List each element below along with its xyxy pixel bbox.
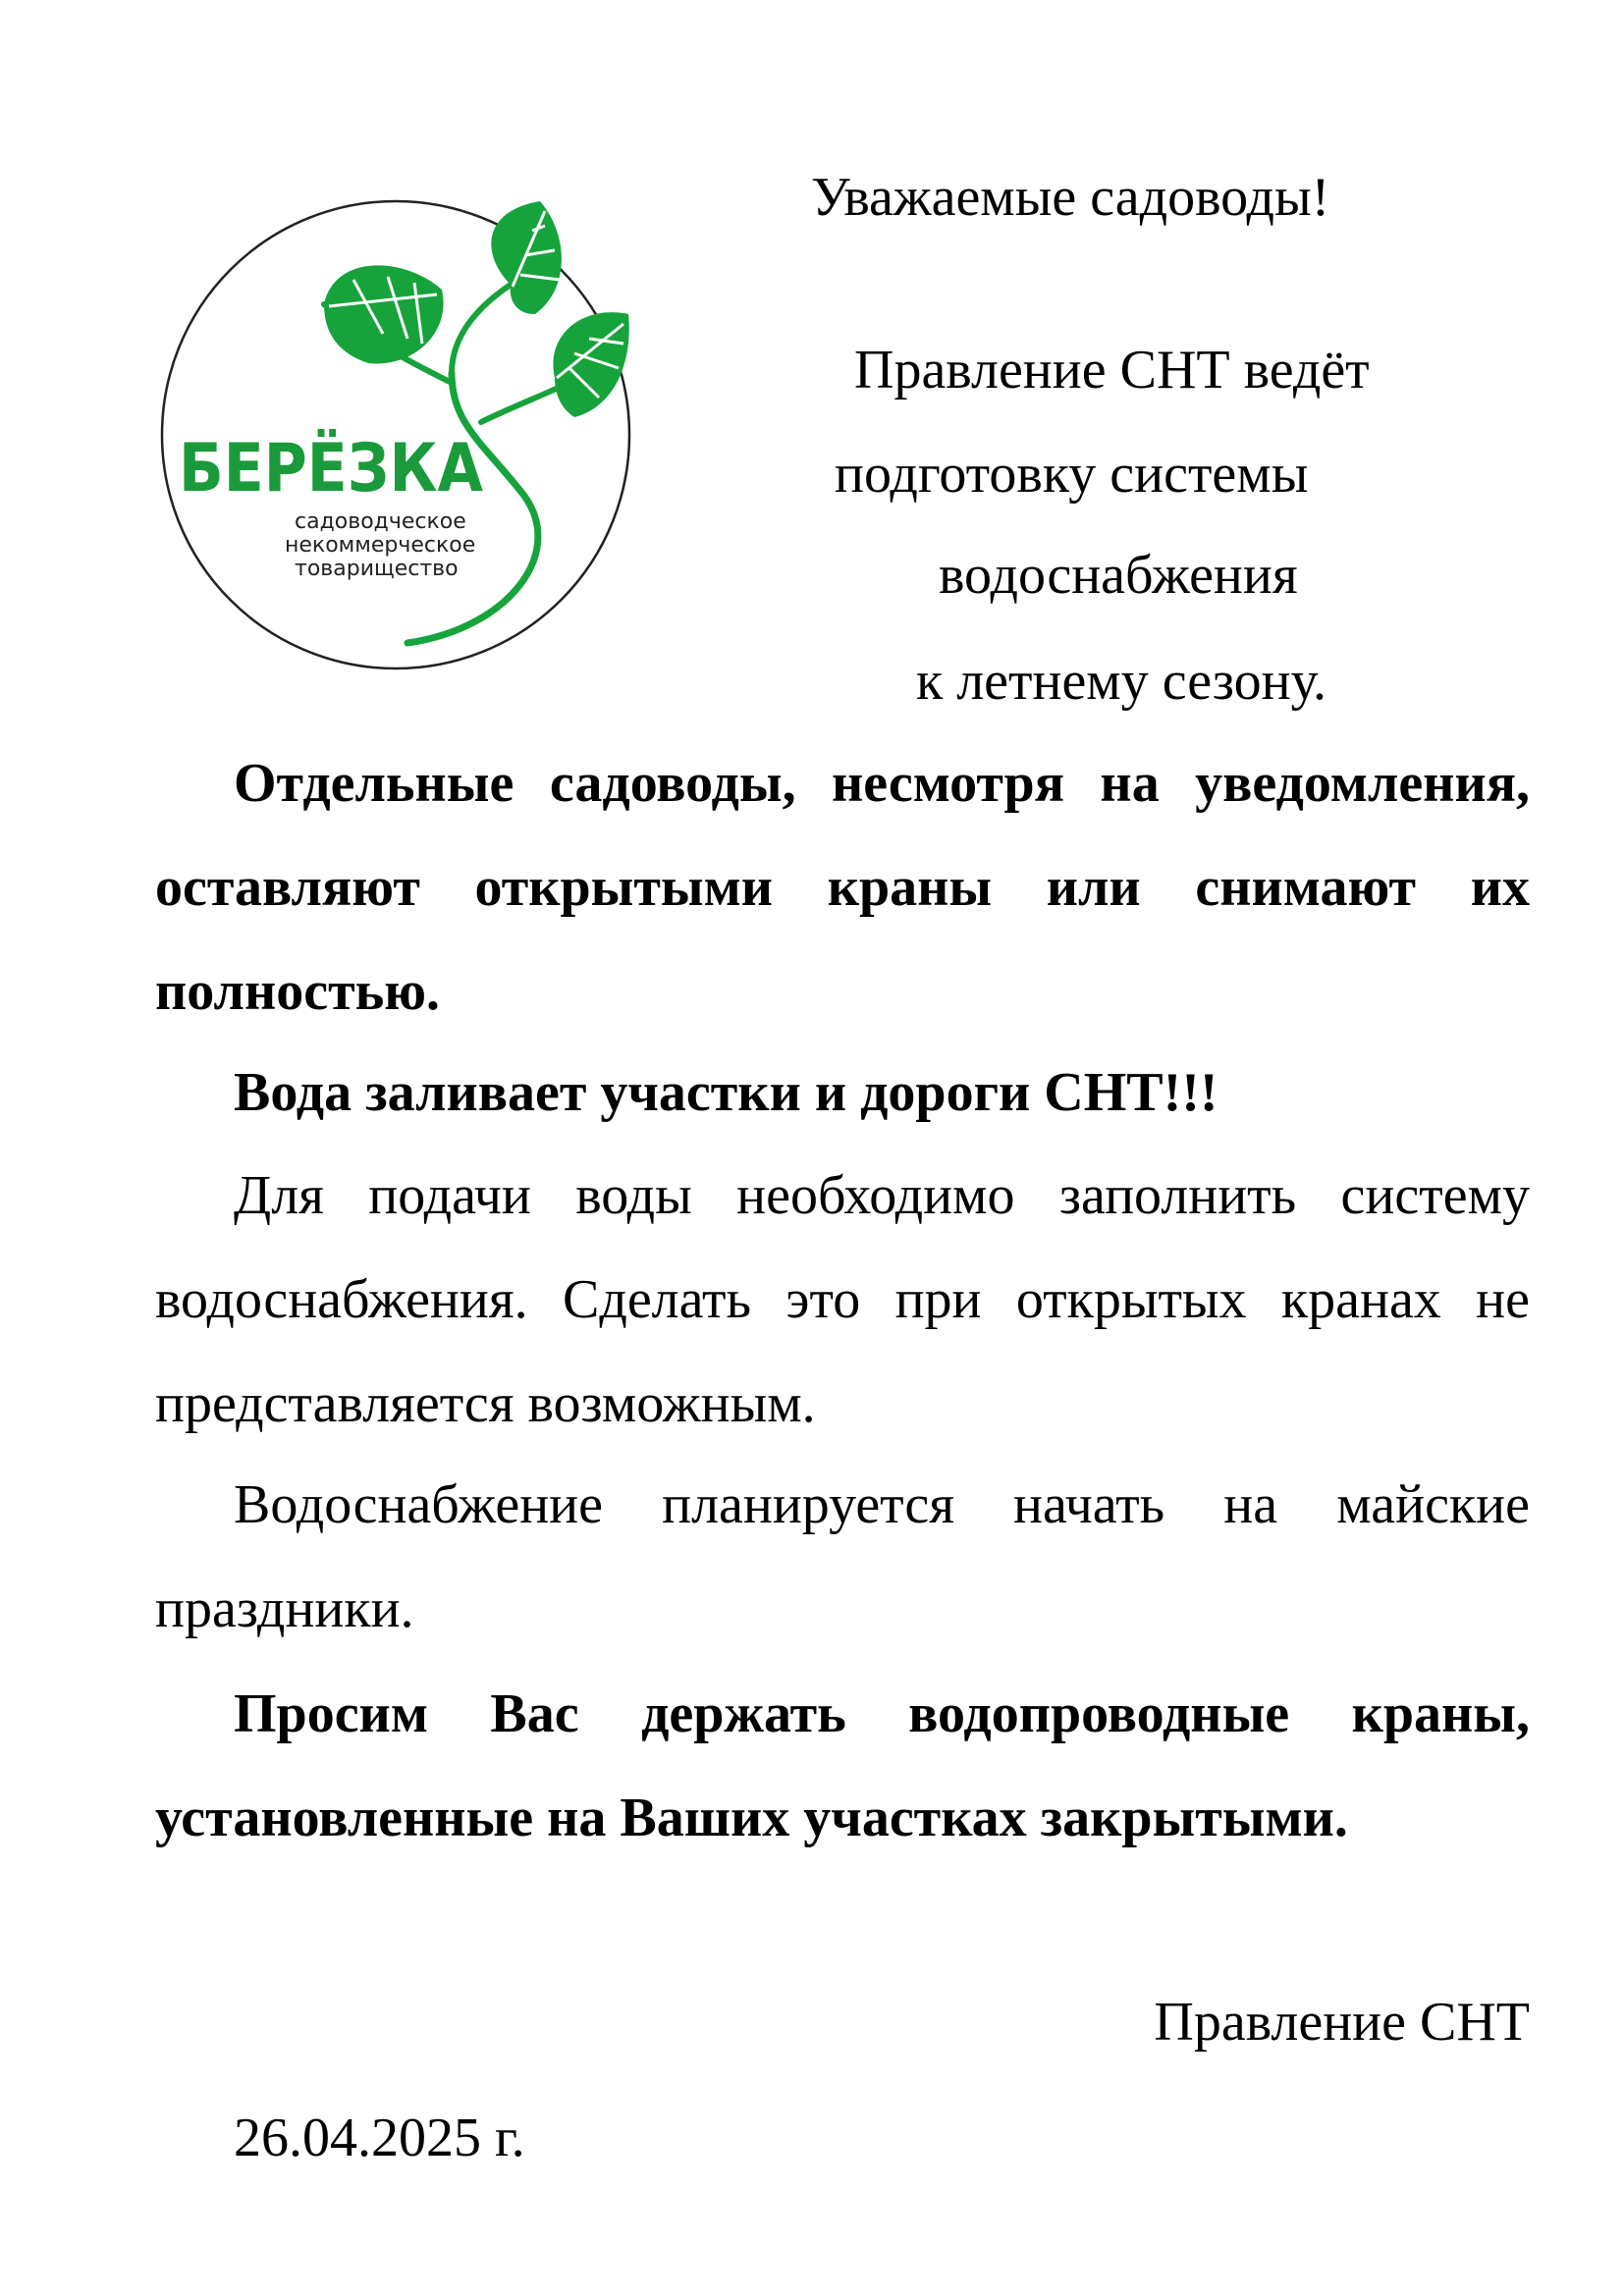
logo-name: БЕРЁЗКА	[179, 430, 524, 507]
berezka-logo	[157, 196, 634, 673]
schedule-paragraph: Водоснабжение планируется начать на майские праздники.	[155, 1474, 1530, 1639]
signature: Правление СНТ	[1154, 1992, 1530, 2053]
logo-subtitle-3: товарищество	[295, 557, 459, 581]
flood-paragraph: Вода заливает участки и дороги СНТ!!!	[234, 1062, 1218, 1123]
notice-line-3: водоснабжения	[939, 545, 1298, 606]
fill-system-paragraph: Для подачи воды необходимо заполнить систему водоснабжения. Сделать это при открытых кранах не представляется возможным.	[155, 1165, 1530, 1434]
logo-subtitle-1: садоводческое	[295, 509, 466, 534]
berezka-logo-graphic	[157, 196, 634, 673]
notice-line-4: к летнему сезону.	[916, 651, 1326, 712]
greeting: Уважаемые садоводы!	[811, 167, 1330, 228]
notice-line-2: подготовку системы	[835, 444, 1309, 505]
date: 26.04.2025 г.	[234, 2108, 525, 2168]
request-paragraph: Просим Вас держать водопроводные краны, установленные на Ваших участках закрытыми.	[155, 1683, 1530, 1848]
logo-subtitle-2: некоммерческое	[285, 533, 476, 558]
notice-line-1: Правление СНТ ведёт	[854, 340, 1370, 400]
warning-paragraph: Отдельные садоводы, несмотря на уведомления, оставляют открытыми краны или снимают их полностью.	[155, 753, 1530, 1022]
